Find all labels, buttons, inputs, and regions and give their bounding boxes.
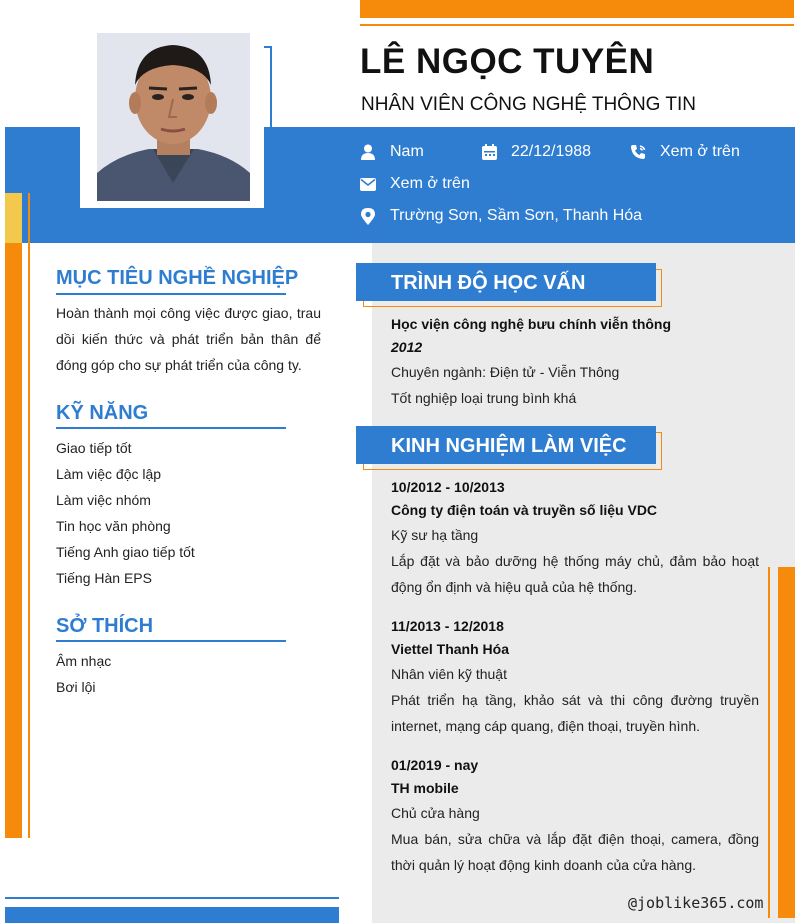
education-major: Chuyên ngành: Điện tử - Viễn Thông <box>391 364 620 380</box>
contact-gender <box>360 143 424 161</box>
phone-value: Xem ở trên <box>660 143 740 160</box>
job-description: Mua bán, sửa chữa và lắp đặt điện thoại, camera, đồng thời quản lý hoạt động kinh doanh của cửa hàng. <box>391 831 759 873</box>
education-year: 2012 <box>391 339 423 355</box>
education-school: Học viện công nghệ bưu chính viễn thông <box>391 316 672 332</box>
contact-birthday <box>481 143 591 161</box>
left-accent-yellow <box>5 193 22 243</box>
job-period: 11/2013 - 12/2018 <box>391 618 504 634</box>
profile-photo <box>97 33 250 201</box>
right-accent-line <box>768 567 770 918</box>
skill-item: Tiếng Anh giao tiếp tốt <box>56 544 195 560</box>
job-description: Phát triển hạ tầng, khảo sát và thi công đường truyền internet, mạng cáp quang, điện thoại, truyền hình. <box>391 692 759 734</box>
education-grade: Tốt nghiệp loại trung bình khá <box>391 390 577 406</box>
calendar-icon <box>481 144 497 160</box>
skills-title: KỸ NĂNG <box>56 402 149 424</box>
candidate-name: LÊ NGỌC TUYÊN <box>360 42 655 81</box>
hobby-item: Bơi lội <box>56 679 96 695</box>
user-icon <box>360 144 376 160</box>
objective-underline <box>56 293 286 295</box>
top-accent-line <box>360 24 794 26</box>
job-company: TH mobile <box>391 780 459 796</box>
phone-icon <box>630 144 646 160</box>
education-title: TRÌNH ĐỘ HỌC VẤN <box>391 272 586 294</box>
skills-underline <box>56 427 286 429</box>
skills-list <box>56 435 195 591</box>
hobbies-underline <box>56 640 286 642</box>
skill-item: Tiếng Hàn EPS <box>56 570 152 586</box>
job-period: 10/2012 - 10/2013 <box>391 479 505 495</box>
job-period: 01/2019 - nay <box>391 757 479 773</box>
skill-item: Làm việc độc lập <box>56 466 162 482</box>
job-description: Lắp đặt và bảo dưỡng hệ thống máy chủ, đảm bảo hoạt động ổn định và hiệu quả của hệ thống. <box>391 553 759 595</box>
skill-item: Giao tiếp tốt <box>56 440 132 456</box>
job-title: NHÂN VIÊN CÔNG NGHỆ THÔNG TIN <box>361 94 696 115</box>
gender-value: Nam <box>390 143 424 160</box>
objective-title: MỤC TIÊU NGHỀ NGHIỆP <box>56 267 299 289</box>
skill-item: Tin học văn phòng <box>56 518 171 534</box>
skill-item: Làm việc nhóm <box>56 492 151 508</box>
birthday-value: 22/12/1988 <box>511 143 592 160</box>
hobbies-title: SỞ THÍCH <box>56 615 154 637</box>
bottom-accent-bar <box>5 907 339 923</box>
hobby-item: Âm nhạc <box>56 653 112 669</box>
experience-title: KINH NGHIỆM LÀM VIỆC <box>391 435 627 457</box>
hobbies-list <box>56 648 111 700</box>
top-accent-bar <box>360 0 794 18</box>
contact-phone <box>630 143 740 161</box>
contact-address <box>360 207 642 225</box>
job-role: Kỹ sư hạ tầng <box>391 527 479 543</box>
objective-text: Hoàn thành mọi công việc được giao, trau dồi kiến thức và phát triển bản thân để đóng góp cho sự phát triển của công ty. <box>56 305 321 373</box>
left-accent-bar <box>5 243 22 838</box>
job-company: Công ty điện toán và truyền số liệu VDC <box>391 502 658 518</box>
left-accent-line <box>28 193 30 838</box>
watermark-text: @joblike365.com <box>628 894 764 912</box>
bottom-accent-line <box>5 897 339 899</box>
contact-email <box>360 175 470 193</box>
job-role: Chủ cửa hàng <box>391 805 480 821</box>
email-value: Xem ở trên <box>390 175 470 192</box>
job-company: Viettel Thanh Hóa <box>391 641 509 657</box>
location-pin-icon <box>360 208 376 224</box>
email-icon <box>360 176 376 192</box>
job-role: Nhân viên kỹ thuật <box>391 666 507 682</box>
right-accent-bar <box>778 567 795 918</box>
address-value: Trường Sơn, Sầm Sơn, Thanh Hóa <box>390 207 643 224</box>
